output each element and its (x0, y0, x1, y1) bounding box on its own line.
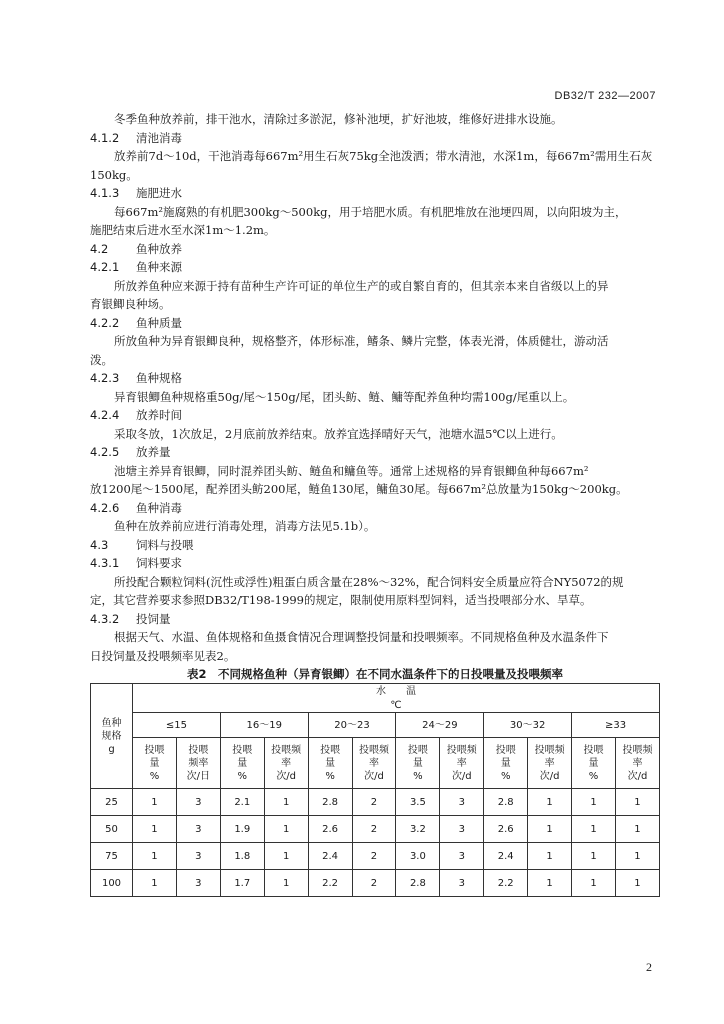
feeding-frequency-header: 投喂频 率 次/d (264, 738, 308, 789)
feeding-amount-header: 投喂 量 % (133, 738, 177, 789)
feeding-frequency-cell: 2 (352, 789, 396, 816)
temperature-range-cell: ≥33 (572, 713, 660, 738)
feeding-frequency-cell: 3 (440, 870, 484, 897)
section-number: 4.2.4 (90, 408, 120, 422)
section-number: 4.3.2 (90, 611, 120, 626)
section-heading-4-2 (90, 240, 660, 259)
feeding-amount-cell: 1 (133, 843, 177, 870)
section-heading-4-2-4 (90, 406, 660, 425)
paragraph-continuation: 放1200尾～1500尾，配养团头鲂200尾，鲢鱼130尾，鳙鱼30尾。每667m²总放量为150kg～200kg。 (90, 482, 628, 496)
section-number: 4.2.5 (90, 445, 120, 459)
section-number: 4.2.6 (90, 500, 120, 515)
table-row (91, 816, 660, 843)
size-header-label: 鱼种 规格 (101, 717, 122, 742)
feeding-frequency-header: 投喂 频率 次/日 (176, 738, 220, 789)
feeding-amount-cell: 2.6 (484, 816, 528, 843)
feeding-rate-table (90, 683, 660, 897)
feeding-frequency-cell: 3 (440, 843, 484, 870)
temperature-range-cell: 30～32 (484, 713, 572, 738)
section-title: 施肥进水 (136, 186, 182, 200)
paragraph-continuation: 日投饲量及投喂频率见表2。 (90, 648, 236, 663)
section-title: 鱼种放养 (136, 241, 182, 256)
feeding-amount-cell: 2.8 (484, 789, 528, 816)
section-heading-4-1-3 (90, 184, 660, 203)
table-header-row (91, 684, 660, 699)
section-number: 4.2.3 (90, 371, 120, 385)
feeding-frequency-cell: 3 (176, 843, 220, 870)
table-row (91, 843, 660, 870)
fish-size-cell: 75 (91, 843, 133, 870)
feeding-amount-cell: 1 (133, 870, 177, 897)
feeding-amount-cell: 2.8 (308, 789, 352, 816)
feeding-amount-cell: 1 (133, 789, 177, 816)
temperature-range-cell: 16～19 (220, 713, 308, 738)
section-title: 饲料要求 (136, 556, 182, 570)
paragraph-continuation: 150kg。 (90, 167, 138, 182)
size-header-unit: g (108, 743, 115, 755)
feeding-amount-cell: 2.1 (220, 789, 264, 816)
paragraph: 鱼种在放养前应进行消毒处理，消毒方法见5.1b）。 (114, 519, 376, 533)
section-title: 饲料与投喂 (136, 537, 194, 552)
section-number: 4.2 (90, 241, 109, 256)
temperature-range-cell: 20～23 (308, 713, 396, 738)
paragraph: 异育银鲫鱼种规格重50g/尾～150g/尾，团头鲂、鲢、鳙等配养鱼种均需100g/尾重以上。 (114, 389, 575, 404)
table-header-row (91, 698, 660, 713)
feeding-amount-cell: 1 (572, 870, 616, 897)
feeding-frequency-cell: 3 (176, 870, 220, 897)
paragraph-continuation: 泼。 (90, 352, 113, 367)
section-title: 投饲量 (136, 611, 171, 626)
standard-code-header: DB32/T 232—2007 (554, 90, 656, 102)
temperature-unit: ℃ (133, 698, 660, 713)
document-body (90, 110, 660, 897)
section-title: 鱼种规格 (136, 371, 182, 385)
feeding-frequency-cell: 3 (176, 816, 220, 843)
feeding-amount-cell: 3.5 (396, 789, 440, 816)
feeding-frequency-cell: 1 (615, 789, 659, 816)
section-title: 鱼种来源 (136, 260, 182, 274)
feeding-frequency-cell: 1 (528, 816, 572, 843)
feeding-amount-cell: 3.0 (396, 843, 440, 870)
table-row (91, 789, 660, 816)
paragraph-continuation: 施肥结束后进水至水深1m～1.2m。 (90, 223, 276, 237)
feeding-amount-header: 投喂 量 % (572, 738, 616, 789)
size-header-cell (91, 684, 133, 789)
feeding-amount-header: 投喂 量 % (396, 738, 440, 789)
paragraph: 池塘主养异育银鲫，同时混养团头鲂、鲢鱼和鳙鱼等。通常上述规格的异育银鲫鱼种每667m² (114, 463, 589, 478)
paragraph: 所放养鱼种应来源于持有苗种生产许可证的单位生产的或自繁自育的，但其亲本来自省级以上的异 (114, 278, 609, 293)
feeding-amount-header: 投喂 量 % (308, 738, 352, 789)
temperature-range-row (91, 713, 660, 738)
feeding-frequency-cell: 1 (264, 870, 308, 897)
section-heading-4-3-1 (90, 554, 660, 573)
feeding-amount-cell: 2.6 (308, 816, 352, 843)
paragraph: 采取冬放，1次放足，2月底前放养结束。放养宜选择晴好天气，池塘水温5℃以上进行。 (114, 426, 563, 441)
feeding-amount-cell: 1.7 (220, 870, 264, 897)
feeding-frequency-cell: 1 (528, 870, 572, 897)
feeding-frequency-cell: 3 (440, 816, 484, 843)
feeding-amount-cell: 2.8 (396, 870, 440, 897)
section-heading-4-2-5 (90, 443, 660, 462)
section-heading-4-2-2 (90, 314, 660, 333)
feeding-amount-header: 投喂 量 % (484, 738, 528, 789)
fish-size-cell: 25 (91, 789, 133, 816)
section-number: 4.2.2 (90, 315, 120, 330)
feeding-amount-cell: 1 (572, 789, 616, 816)
feeding-amount-cell: 1.9 (220, 816, 264, 843)
feeding-amount-cell: 1 (572, 843, 616, 870)
fish-size-cell: 100 (91, 870, 133, 897)
feeding-amount-cell: 2.2 (308, 870, 352, 897)
feeding-frequency-cell: 1 (264, 843, 308, 870)
section-heading-4-1-2 (90, 129, 660, 148)
feeding-amount-header: 投喂 量 % (220, 738, 264, 789)
temperature-range-cell: 24～29 (396, 713, 484, 738)
feeding-amount-cell: 2.4 (308, 843, 352, 870)
feeding-frequency-cell: 1 (528, 789, 572, 816)
section-heading-4-2-6 (90, 499, 660, 518)
section-title: 鱼种质量 (136, 315, 182, 330)
section-number: 4.2.1 (90, 260, 120, 274)
section-title: 放养时间 (136, 408, 182, 422)
feeding-amount-cell: 3.2 (396, 816, 440, 843)
feeding-frequency-cell: 1 (615, 816, 659, 843)
section-title: 放养量 (136, 445, 171, 459)
paragraph: 根据天气、水温、鱼体规格和鱼摄食情况合理调整投饲量和投喂频率。不同规格鱼种及水温条件下 (114, 630, 609, 644)
section-title: 清池消毒 (136, 130, 182, 145)
feeding-frequency-cell: 2 (352, 816, 396, 843)
feeding-frequency-cell: 3 (440, 789, 484, 816)
feeding-frequency-cell: 1 (615, 843, 659, 870)
feeding-frequency-cell: 1 (615, 870, 659, 897)
feeding-frequency-cell: 1 (264, 816, 308, 843)
feeding-frequency-header: 投喂频 率 次/d (440, 738, 484, 789)
fish-size-cell: 50 (91, 816, 133, 843)
feeding-frequency-header: 投喂频 率 次/d (528, 738, 572, 789)
feeding-frequency-cell: 1 (528, 843, 572, 870)
feeding-amount-cell: 1 (133, 816, 177, 843)
page-number: 2 (646, 960, 652, 974)
feeding-frequency-cell: 2 (352, 870, 396, 897)
feeding-amount-cell: 1 (572, 816, 616, 843)
section-number: 4.3 (90, 537, 109, 552)
paragraph: 放养前7d～10d，干池消毒每667m²用生石灰75kg全池泼洒；带水清池，水深1m，每667m²需用生石灰 (114, 149, 653, 163)
water-temp-header: 水 温 (133, 684, 660, 699)
feeding-frequency-cell: 1 (264, 789, 308, 816)
section-heading-4-3-2 (90, 610, 660, 629)
table-row (91, 870, 660, 897)
feeding-frequency-cell: 2 (352, 843, 396, 870)
temperature-range-cell: ≤15 (133, 713, 221, 738)
paragraph: 所投配合颗粒饲料(沉性或浮性)粗蛋白质含量在28%～32%，配合饲料安全质量应符合NY5072的规 (114, 574, 624, 589)
paragraph: 每667m²施腐熟的有机肥300kg～500kg，用于培肥水质。有机肥堆放在池埂四周，以向阳坡为主， (114, 204, 627, 219)
section-number: 4.1.2 (90, 130, 120, 145)
sub-header-row (91, 738, 660, 789)
section-title: 鱼种消毒 (136, 500, 182, 515)
paragraph-continuation: 育银鲫良种场。 (90, 297, 171, 311)
feeding-amount-cell: 2.4 (484, 843, 528, 870)
section-number: 4.1.3 (90, 186, 120, 200)
paragraph-continuation: 定，其它营养要求参照DB32/T198-1999的规定，限制使用原料型饲料，适当投喂部分水、旱草。 (90, 593, 592, 607)
section-number: 4.3.1 (90, 556, 120, 570)
section-heading-4-2-1 (90, 258, 660, 277)
section-heading-4-3 (90, 536, 660, 555)
paragraph: 冬季鱼种放养前，排干池水，清除过多淤泥，修补池埂，扩好池坡，维修好进排水设施。 (114, 112, 563, 126)
paragraph: 所放鱼种为异育银鲫良种，规格整齐，体形标准，鳍条、鳞片完整，体表光滑，体质健壮，游动活 (114, 334, 609, 348)
feeding-amount-cell: 2.2 (484, 870, 528, 897)
section-heading-4-2-3 (90, 369, 660, 388)
feeding-frequency-header: 投喂频 率 次/d (615, 738, 659, 789)
feeding-frequency-cell: 3 (176, 789, 220, 816)
table-caption: 表2 不同规格鱼种（异育银鲫）在不同水温条件下的日投喂量及投喂频率 (187, 667, 563, 681)
feeding-amount-cell: 1.8 (220, 843, 264, 870)
feeding-frequency-header: 投喂频 率 次/d (352, 738, 396, 789)
